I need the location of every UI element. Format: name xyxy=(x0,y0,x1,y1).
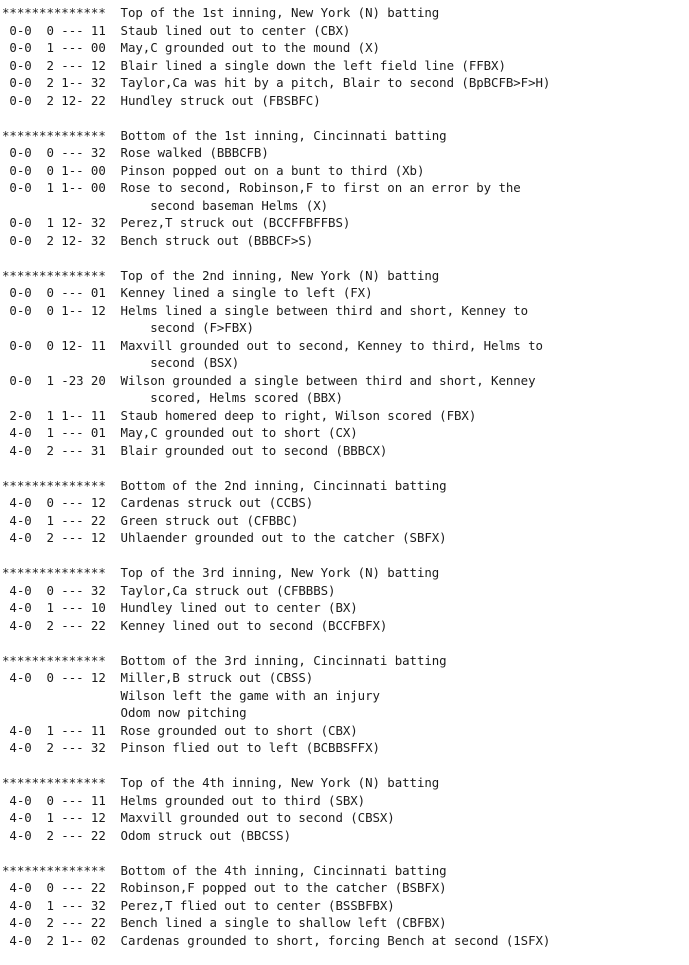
play-line: 2-0 1 1-- 11 Staub homered deep to right, Wilson scored (FBX) xyxy=(2,407,477,423)
inning-block xyxy=(2,564,686,634)
inning-block xyxy=(2,4,686,109)
inning-header: ************** Bottom of the 1st inning, Cincinnati batting xyxy=(2,127,447,143)
play-line: 0-0 1 1-- 00 Rose to second, Robinson,F to first on an error by the xyxy=(2,180,521,195)
play-line: 0-0 0 --- 11 Staub lined out to center (CBX) xyxy=(2,22,351,38)
inning-header: ************** Top of the 1st inning, New York (N) batting xyxy=(2,5,440,20)
inning-separator xyxy=(2,757,686,775)
play-line: 0-0 0 12- 11 Maxvill grounded out to second, Kenney to third, Helms to xyxy=(2,337,543,353)
play-line: 4-0 1 --- 11 Rose grounded out to short (CBX) xyxy=(2,722,358,738)
play-line: 0-0 0 --- 32 Rose walked (BBBCFB) xyxy=(2,145,269,160)
inning-block xyxy=(2,477,686,547)
play-line: 4-0 1 --- 12 Maxvill grounded out to second (CBSX) xyxy=(2,810,395,825)
inning-block xyxy=(2,127,686,250)
inning-header: ************** Top of the 3rd inning, New York (N) batting xyxy=(2,565,440,580)
play-line-continuation: second (F>FBX) xyxy=(2,320,254,335)
play-line: 4-0 2 1-- 02 Cardenas grounded to short, forcing Bench at second (1SFX) xyxy=(2,932,551,948)
play-line-continuation: second baseman Helms (X) xyxy=(2,197,329,213)
play-line: 4-0 2 --- 12 Uhlaender grounded out to the catcher (SBFX) xyxy=(2,530,447,545)
play-line: 0-0 2 1-- 32 Taylor,Ca was hit by a pitch, Blair to second (BpBCFB>F>H) xyxy=(2,75,551,90)
play-line: 0-0 1 --- 00 May,C grounded out to the mound (X) xyxy=(2,40,380,55)
play-line: 4-0 0 --- 11 Helms grounded out to third (SBX) xyxy=(2,792,366,808)
inning-header: ************** Top of the 2nd inning, New York (N) batting xyxy=(2,267,440,283)
play-line: 4-0 1 --- 01 May,C grounded out to short (CX) xyxy=(2,425,358,440)
play-line: 0-0 0 1-- 00 Pinson popped out on a bunt to third (Xb) xyxy=(2,162,425,178)
inning-separator xyxy=(2,844,686,862)
play-line: 0-0 1 12- 32 Perez,T struck out (BCCFFBFFBS) xyxy=(2,215,351,230)
play-line: 0-0 0 --- 01 Kenney lined a single to left (FX) xyxy=(2,285,373,300)
play-line: 4-0 2 --- 32 Pinson flied out to left (BCBBSFFX) xyxy=(2,740,380,755)
inning-header: ************** Top of the 4th inning, New York (N) batting xyxy=(2,775,440,790)
play-line: 4-0 0 --- 22 Robinson,F popped out to the catcher (BSBFX) xyxy=(2,880,447,895)
play-line: 4-0 1 --- 10 Hundley lined out to center (BX) xyxy=(2,600,358,615)
inning-header: ************** Bottom of the 2nd inning, Cincinnati batting xyxy=(2,477,447,493)
inning-header: ************** Bottom of the 4th inning, Cincinnati batting xyxy=(2,862,447,878)
play-line: 4-0 1 --- 32 Perez,T flied out to center (BSSBFBX) xyxy=(2,897,395,913)
inning-block xyxy=(2,652,686,757)
play-line: 0-0 2 12- 32 Bench struck out (BBBCF>S) xyxy=(2,232,314,248)
inning-block xyxy=(2,267,686,460)
play-by-play-log xyxy=(2,4,686,949)
inning-separator xyxy=(2,249,686,267)
play-line-continuation: scored, Helms scored (BBX) xyxy=(2,390,343,405)
inning-separator xyxy=(2,109,686,127)
play-line: Odom now pitching xyxy=(2,705,247,720)
inning-separator xyxy=(2,547,686,565)
play-line-continuation: second (BSX) xyxy=(2,355,240,370)
play-line: 0-0 2 --- 12 Blair lined a single down the left field line (FFBX) xyxy=(2,57,506,73)
play-line: 0-0 2 12- 22 Hundley struck out (FBSBFC) xyxy=(2,92,321,108)
inning-separator xyxy=(2,634,686,652)
play-line: 4-0 2 --- 22 Bench lined a single to shallow left (CBFBX) xyxy=(2,915,447,930)
play-line: 4-0 1 --- 22 Green struck out (CFBBC) xyxy=(2,512,299,528)
play-line: 0-0 1 -23 20 Wilson grounded a single between third and short, Kenney xyxy=(2,372,536,388)
inning-block xyxy=(2,862,686,950)
play-line: 4-0 0 --- 12 Miller,B struck out (CBSS) xyxy=(2,670,314,685)
inning-block xyxy=(2,774,686,844)
play-line: 4-0 0 --- 32 Taylor,Ca struck out (CFBBBS) xyxy=(2,582,336,598)
play-line: 4-0 2 --- 22 Odom struck out (BBCSS) xyxy=(2,827,291,843)
play-line: Wilson left the game with an injury xyxy=(2,687,380,703)
play-line: 4-0 0 --- 12 Cardenas struck out (CCBS) xyxy=(2,495,314,510)
inning-separator xyxy=(2,459,686,477)
play-line: 4-0 2 --- 31 Blair grounded out to second (BBBCX) xyxy=(2,442,388,458)
inning-header: ************** Bottom of the 3rd inning, Cincinnati batting xyxy=(2,652,447,668)
play-line: 0-0 0 1-- 12 Helms lined a single between third and short, Kenney to xyxy=(2,302,529,318)
play-line: 4-0 2 --- 22 Kenney lined out to second (BCCFBFX) xyxy=(2,617,388,633)
